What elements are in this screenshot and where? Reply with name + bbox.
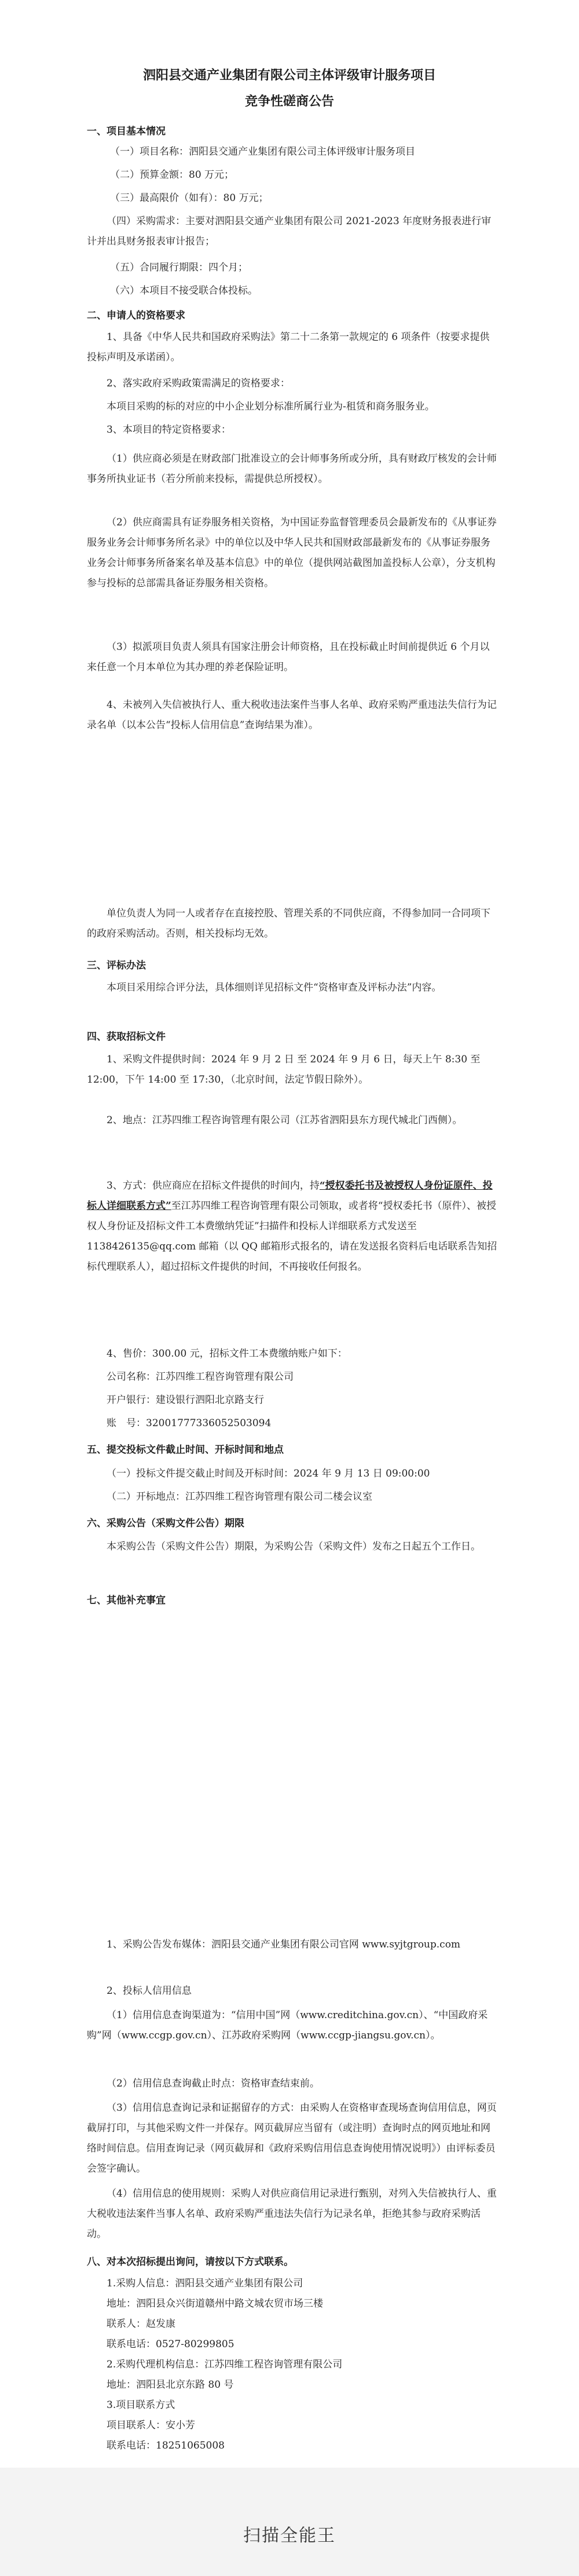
section-7-para: （3）信用信息查询记录和证据留存的方式：由采购人在资格审查现场查询信用信息，网页截屏打印，与其他采购文件一并保存。网页截屏应当留有（或注明）查询时点的网页地址和网络时间信息。信用查询记录（网页截屏和《政府采购信用信息查询使用情况说明》）由评标委员会签字确认。 bbox=[87, 2102, 497, 2175]
section-2-para: 4、未被列入失信被执行人、重大税收违法案件当事人名单、政府采购严重违法失信行为记录名单（以本公告“投标人信用信息”查询结果为准）。 bbox=[87, 699, 497, 731]
section-3-para: 本项目采用综合评分法，具体细则详见招标文件“资格审查及评标办法”内容。 bbox=[107, 982, 442, 993]
section-7-para: 2、投标人信用信息 bbox=[107, 1985, 192, 1997]
section-3-heading: 三、评标办法 bbox=[87, 960, 146, 971]
section-2-para: （1）供应商必须是在财政部门批准设立的会计师事务所或分所，具有财政厅核发的会计师事务所执业证书（若分所前来投标，需提供总所授权）。 bbox=[87, 453, 497, 485]
section-2-para: 单位负责人为同一人或者存在直接控股、管理关系的不同供应商，不得参加同一合同项下的政府采购活动。否则，相关投标均无效。 bbox=[87, 908, 490, 940]
section-4-heading: 四、获取招标文件 bbox=[87, 1031, 166, 1043]
contact-line: 项目联系人：安小芳 bbox=[107, 2420, 195, 2431]
section-2-para: 本项目采购的标的对应的中小企业划分标准所属行业为-租赁和商务服务业。 bbox=[107, 401, 435, 412]
section-4-para: 1、采购文件提供时间：2024 年 9 月 2 日 至 2024 年 9 月 6 日，每天上午 8:30 至 12:00，下午 14:00 至 17:30，（北京时间，法定节假日除外）。 bbox=[87, 1054, 481, 1086]
section-1-item: （一）项目名称：泗阳县交通产业集团有限公司主体评级审计服务项目 bbox=[110, 146, 415, 158]
section-2-para: 3、本项目的特定资格要求： bbox=[107, 424, 231, 436]
section-4-para: 4、售价：300.00 元，招标文件工本费缴纳账户如下： bbox=[107, 1348, 347, 1360]
method-text-b: 至江苏四维工程咨询管理有限公司领取，或者将“授权委托书（原件）、被授权人身份证及招标文件工本费缴纳凭证”扫描件和投标人详细联系方式发送至 1138426135@qq.com 邮箱（以 QQ 邮箱形式报名的，请在发送报名资料后电话联系告知招标代理联系人），超过招标文件提供的时间，不再接收任何报名。 bbox=[87, 1200, 497, 1273]
doc-title-line1: 泗阳县交通产业集团有限公司主体评级审计服务项目 bbox=[142, 68, 436, 83]
section-4-para: 开户银行：建设银行泗阳北京路支行 bbox=[107, 1394, 264, 1406]
contact-line: 联系电话：18251065008 bbox=[107, 2440, 225, 2451]
section-6-heading: 六、采购公告（采购文件公告）期限 bbox=[87, 1518, 244, 1529]
contact-line: 联系电话：0527-80299805 bbox=[107, 2339, 234, 2350]
section-2-para: （3）拟派项目负责人须具有国家注册会计师资格，且在投标截止时间前提供近 6 个月以来任意一个月本单位为其办理的养老保险证明。 bbox=[87, 641, 490, 673]
section-1-item: （六）本项目不接受联合体投标。 bbox=[110, 285, 258, 297]
section-7-para: （2）信用信息查询截止时点：资格审查结束前。 bbox=[107, 2078, 320, 2089]
section-5-heading: 五、提交投标文件截止时间、开标时间和地点 bbox=[87, 1444, 284, 1456]
section-7-heading: 七、其他补充事宜 bbox=[87, 1595, 166, 1606]
section-4-para-method bbox=[87, 1176, 498, 1277]
contact-line: 1.采购人信息：泗阳县交通产业集团有限公司 bbox=[107, 2278, 303, 2289]
contact-line: 3.项目联系方式 bbox=[107, 2399, 175, 2411]
contact-line: 2.采购代理机构信息：江苏四维工程咨询管理有限公司 bbox=[107, 2359, 343, 2370]
section-1-item: （二）预算金额：80 万元； bbox=[110, 169, 234, 181]
contact-line: 地址：泗阳县北京东路 80 号 bbox=[107, 2379, 234, 2391]
section-2-para: 2、落实政府采购政策需满足的资格要求： bbox=[107, 378, 290, 389]
section-5-para: （一）投标文件提交截止时间及开标时间：2024 年 9 月 13 日 09:00:00 bbox=[107, 1468, 430, 1479]
section-2-para: （2）供应商需具有证券服务相关资格，为中国证券监督管理委员会最新发布的《从事证券服务业务会计师事务所名录》中的单位以及中华人民共和国财政部最新发布的《从事证券服务业务会计师事务所备案名单及基本信息》中的单位（提供网站截图加盖投标人公章），分支机构参与投标的总部需具备证券服务相关资格。 bbox=[87, 517, 497, 589]
section-1-item: （三）最高限价（如有）：80 万元； bbox=[110, 192, 269, 204]
section-2-para: 1、具备《中华人民共和国政府采购法》第二十二条第一款规定的 6 项条件（按要求提供投标声明及承诺函）。 bbox=[87, 331, 490, 363]
section-7-para: 1、采购公告发布媒体：泗阳县交通产业集团有限公司官网 www.syjtgroup.com bbox=[107, 1939, 461, 1950]
section-1-heading: 一、项目基本情况 bbox=[87, 126, 166, 137]
section-5-para: （二）开标地点：江苏四维工程咨询管理有限公司二楼会议室 bbox=[107, 1491, 372, 1503]
section-7-para: （4）信用信息的使用规则：采购人对供应商信用记录进行甄别，对列入失信被执行人、重大税收违法案件当事人名单、政府采购严重违法失信行为记录名单，拒绝其参与政府采购活动。 bbox=[87, 2188, 497, 2240]
scanner-brand-watermark: 扫描全能王 bbox=[243, 2526, 336, 2546]
contact-line: 地址：泗阳县众兴街道赣州中路文城农贸市场三楼 bbox=[107, 2298, 323, 2310]
section-8-heading: 八、对本次招标提出询问，请按以下方式联系。 bbox=[87, 2256, 294, 2268]
section-6-para: 本采购公告（采购文件公告）期限，为采购公告（采购文件）发布之日起五个工作日。 bbox=[107, 1541, 481, 1552]
method-text-a: 3、方式：供应商应在招标文件提供的时间内，持 bbox=[107, 1180, 320, 1192]
method-text-underlined: “授权委托书及被授权人身份证原件、投标人详细联系方式” bbox=[87, 1180, 493, 1212]
section-7-para: （1）信用信息查询渠道为：“信用中国”网（www.creditchina.gov.cn）、“中国政府采购”网（www.ccgp.gov.cn）、江苏政府采购网（www.ccgp-jiangsu.gov.cn）。 bbox=[87, 2009, 488, 2041]
section-2-heading: 二、申请人的资格要求 bbox=[87, 310, 185, 321]
section-4-para: 公司名称：江苏四维工程咨询管理有限公司 bbox=[107, 1371, 294, 1383]
doc-title-line2: 竞争性磋商公告 bbox=[244, 94, 334, 109]
section-1-item: （四）采购需求：主要对泗阳县交通产业集团有限公司 2021-2023 年度财务报表进行审计并出具财务报表审计报告； bbox=[87, 215, 492, 247]
section-1-item: （五）合同履行期限：四个月； bbox=[110, 262, 248, 273]
section-4-para: 2、地点：江苏四维工程咨询管理有限公司（江苏省泗阳县东方现代城北门西侧）。 bbox=[107, 1115, 463, 1126]
contact-line: 联系人：赵发康 bbox=[107, 2318, 175, 2330]
section-4-para: 账 号：32001777336052503094 bbox=[107, 1417, 272, 1429]
